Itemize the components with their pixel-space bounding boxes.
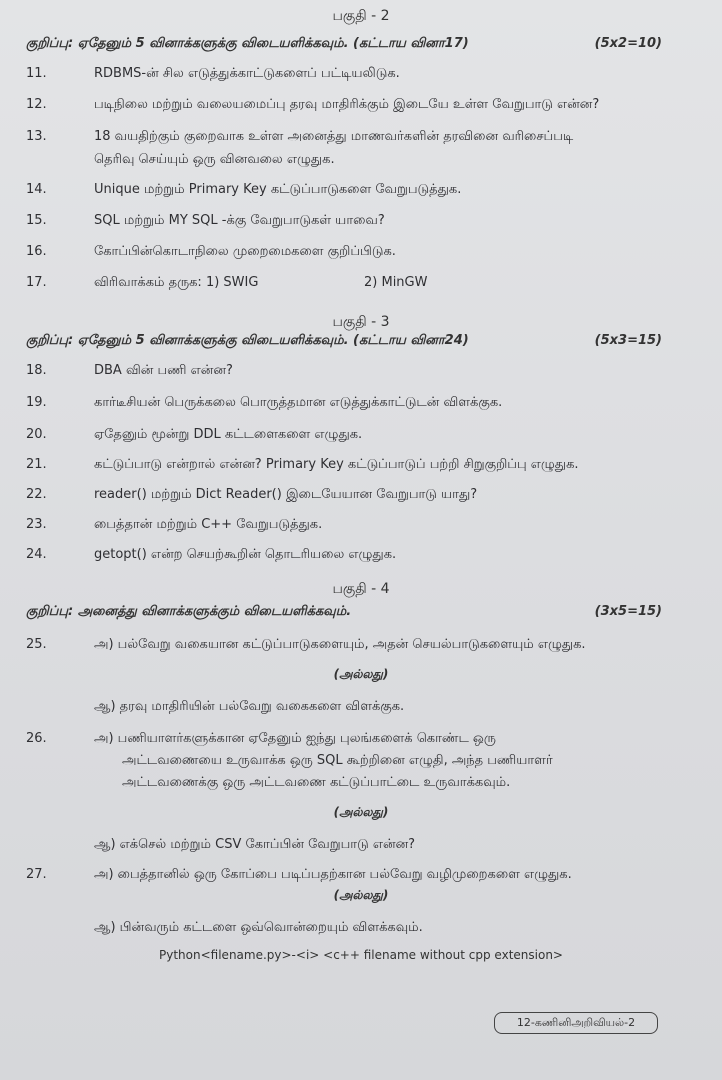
part2-heading: பகுதி - 2 (332, 8, 390, 24)
question-number: 11. (26, 66, 47, 81)
question-text: அ) பணியாளர்களுக்கான ஏதேனும் ஐந்து புலங்களைக் கொண்ட ஒரு (94, 731, 496, 746)
part4-note (26, 604, 670, 620)
part2-note (26, 36, 670, 52)
question-text: படிநிலை மற்றும் வலையமைப்பு தரவு மாதிரிக்கும் இடையே உள்ள வேறுபாடு என்ன? (94, 97, 600, 112)
question-text: ஏதேனும் மூன்று DDL கட்டளைகளை எழுதுக. (94, 427, 363, 442)
question-text: ஆ) பின்வரும் கட்டளை ஒவ்வொன்றையும் விளக்கவும். (94, 920, 423, 935)
or-label: (அல்லது) (333, 667, 389, 681)
question-number: 14. (26, 182, 47, 197)
or-label: (அல்லது) (333, 805, 389, 819)
question-number: 16. (26, 244, 47, 259)
question-number: 23. (26, 517, 47, 532)
question-text: DBA வின் பணி என்ன? (94, 363, 233, 378)
part2-marks: (5x2=10) (594, 36, 662, 51)
or-label: (அல்லது) (333, 888, 389, 902)
question-26a-line3: அட்டவணைக்கு ஒரு அட்டவணை கட்டுப்பாட்டை உருவாக்கவும். (122, 775, 511, 790)
question-text: கோப்பின்கொடாநிலை முறைமைகளை குறிப்பிடுக. (94, 244, 396, 259)
question-17-option2: 2) MinGW (364, 275, 428, 290)
question-text: SQL மற்றும் MY SQL -க்கு வேறுபாடுகள் யாவை? (94, 213, 385, 228)
question-number: 25. (26, 637, 47, 652)
question-number: 26. (26, 731, 47, 746)
part3-heading: பகுதி - 3 (332, 314, 390, 330)
question-text: getopt() என்ற செயற்கூறின் தொடரியலை எழுதுக. (94, 547, 397, 562)
question-26a-line2: அட்டவணையை உருவாக்க ஒரு SQL கூற்றினை எழுதி, அந்த பணியாளர் (122, 753, 553, 768)
part3-note-text: குறிப்பு: ஏதேனும் 5 வினாக்களுக்கு விடையளிக்கவும். (கட்டாய வினா24) (26, 333, 469, 348)
question-number: 17. (26, 275, 47, 290)
part4-note-text: குறிப்பு: அனைத்து வினாக்களுக்கும் விடையளிக்கவும். (26, 604, 352, 619)
question-number: 12. (26, 97, 47, 112)
question-text: விரிவாக்கம் தருக: 1) SWIG (94, 275, 259, 290)
question-number: 18. (26, 363, 47, 378)
question-text: கட்டுப்பாடு என்றால் என்ன? Primary Key கட்டுப்பாடுப் பற்றி சிறுகுறிப்பு எழுதுக. (94, 457, 579, 472)
question-number: 21. (26, 457, 47, 472)
page-footer-label: 12-கணினிஅறிவியல்-2 (494, 1012, 658, 1034)
command-syntax: Python<filename.py>-<i> <c++ filename without cpp extension> (159, 948, 563, 962)
question-text: Unique மற்றும் Primary Key கட்டுப்பாடுகளை வேறுபடுத்துக. (94, 182, 462, 197)
part3-note (26, 333, 670, 349)
question-text: கார்டீசியன் பெருக்கலை பொருத்தமான எடுத்துக்காட்டுடன் விளக்குக. (94, 395, 503, 410)
question-number: 19. (26, 395, 47, 410)
question-text: தெரிவு செய்யும் ஒரு வினவலை எழுதுக. (94, 152, 335, 167)
question-text: reader() மற்றும் Dict Reader() இடையேயான வேறுபாடு யாது? (94, 487, 478, 502)
question-number: 24. (26, 547, 47, 562)
question-number: 15. (26, 213, 47, 228)
question-number: 22. (26, 487, 47, 502)
question-text: ஆ) தரவு மாதிரியின் பல்வேறு வகைகளை விளக்குக. (94, 699, 405, 714)
question-text: RDBMS-ன் சில எடுத்துக்காட்டுகளைப் பட்டியலிடுக. (94, 66, 400, 81)
part4-marks: (3x5=15) (594, 604, 662, 619)
part4-heading: பகுதி - 4 (332, 581, 390, 597)
question-text: அ) பல்வேறு வகையான கட்டுப்பாடுகளையும், அதன் செயல்பாடுகளையும் எழுதுக. (94, 637, 586, 652)
question-text: அ) பைத்தானில் ஒரு கோப்பை படிப்பதற்கான பல்வேறு வழிமுறைகளை எழுதுக. (94, 867, 572, 882)
question-text: பைத்தான் மற்றும் C++ வேறுபடுத்துக. (94, 517, 323, 532)
part2-note-text: குறிப்பு: ஏதேனும் 5 வினாக்களுக்கு விடையளிக்கவும். (கட்டாய வினா17) (26, 36, 469, 51)
part3-marks: (5x3=15) (594, 333, 662, 348)
question-number: 13. (26, 129, 47, 144)
question-text: ஆ) எக்செல் மற்றும் CSV கோப்பின் வேறுபாடு என்ன? (94, 837, 416, 852)
question-number: 27. (26, 867, 47, 882)
question-text: 18 வயதிற்கும் குறைவாக உள்ள அனைத்து மாணவர்களின் தரவினை வரிசைப்படி (94, 129, 574, 144)
question-number: 20. (26, 427, 47, 442)
